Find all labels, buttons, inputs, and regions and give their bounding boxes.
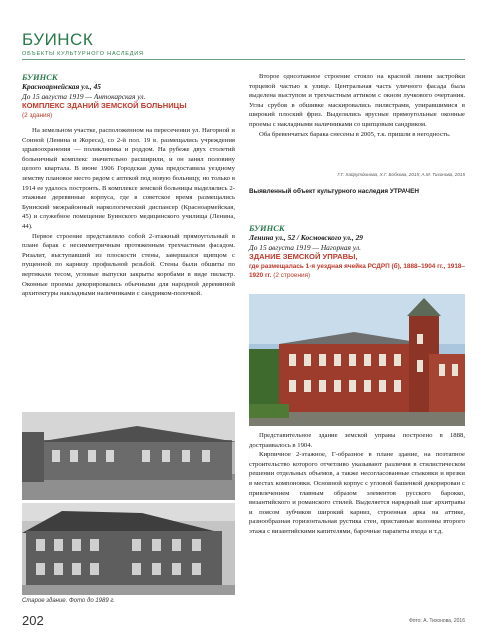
left-dates: До 15 августа 1919 — Антокарская ул. [22, 91, 146, 101]
authors-credit: Г.Г. Хайрутдинова, Х.Г. Бобкова, 2015; А.М. Тихонова, 2015 [337, 172, 465, 177]
right-column-top [249, 72, 465, 139]
right-object-note: (2 строения) [273, 272, 311, 279]
page-number: 202 [22, 613, 44, 628]
section-title: БУИНСК [22, 30, 94, 49]
left-photo-caption: Старое здание. Фото до 1989 г. [22, 598, 115, 604]
right-paragraph: Оба бревенчатых барака снесены в 2005, т.к. пришли в негодность. [259, 130, 451, 138]
right-column-object [249, 223, 465, 280]
left-object-title: КОМПЛЕКС ЗДАНИЙ ЗЕМСКОЙ БОЛЬНИЦЫ [22, 101, 187, 110]
left-paragraph: На земельном участке, расположенном на пересечении ул. Нагорной и Сонной (Ленина и Жореса), со 2-й пол. 19 в. размещались учреждения здравоохранения — поликлиника и роддом. На рубеже двух столетий больничный комплекс значительно расширили, и он занял половину целого квартала. В июне 1906 Городская дума предоставила уездному земству плановое место рядом с аптекой под новую больницу, но только в 1914 ее удалось построить. В комплексе земской больницы выделялись 2-этажные деревянные корпуса, где в советское время размещались Буинский межрайонный наркологический диспансер (Красноармейская, 45) и служебное помещение Буинского медицинского училища (Ленина, 44). [22, 127, 235, 230]
right-object-subtitle-text: где размещалась 1-я уездная ячейка РСДРП (б), 1888–1904 гг., 1918–1920 гг. [249, 263, 465, 279]
lost-notice: Выявленный объект культурного наследия УТРАЧЕН [249, 188, 419, 195]
right-dates: До 15 августа 1919 — Нагорная ул. [249, 242, 361, 252]
left-object-note: (2 здания) [22, 112, 53, 119]
right-paragraph: Представительное здание земской управы построено в 1888, достраивалось в 1904. [249, 432, 465, 449]
section-subtitle: ОБЪЕКТЫ КУЛЬТУРНОГО НАСЛЕДИЯ [22, 51, 144, 57]
right-city-heading: БУИНСК [249, 223, 285, 233]
right-column-bottom [249, 431, 465, 537]
right-object-subtitle [249, 262, 465, 280]
right-object-title: ЗДАНИЕ ЗЕМСКОЙ УПРАВЫ, [249, 252, 358, 261]
right-paragraph: Кирпичное 2-этажное, Г-образное в плане здание, на поэтапное строительство которого отчетливо указывают различия в стилистическом решении отдельных объемов, а также несогласованные стыковки и врезки в местах компоновки. Основной корпус с угловой башенкой декорирован с привлечением главным образом элементов русского барокко, византийского и романского стилей. Выделяется нарядный шаг архитравы и поясом зубчиков широкий карниз, строенная арка на аттике, разнообразная горизонтальная рустика стен, приставные колонны второго этажа с византийскими капителями, барочные парапеты входа и т.д. [249, 451, 465, 535]
right-paragraph: Второе одноэтажное строение стояло на красной линии застройки торцевой частью к улице. Центральная часть уличного фасада была выделена выступом и трехчастным аттиком с окном лучкового очертания. Углы срубов в обшивке маскировались пилястрами, упиравшимися в широкий плоский фриз. Выделялись ярусные прямоугольные оконные проемы с накладными наличниками со щипцовым сандриком. [249, 73, 465, 128]
old-building-photo-top [22, 412, 235, 500]
left-address: Красноармейская ул., 45 [22, 82, 101, 91]
left-column [22, 72, 235, 299]
right-address: Ленина ул., 52 / Космовского ул., 29 [249, 233, 363, 242]
photo-credit: Фото: А. Тихонова, 2016 [408, 618, 465, 624]
old-building-photo-bottom [22, 503, 235, 595]
header-divider [22, 59, 465, 60]
left-paragraph: Первое строение представляло собой 2-этажный прямоугольный в плане барак с несимметричным протяженным трехчастным фасадом. Ризалит, выступавший из плоскости стены, завершался щипцом с пущенной по карнизу профильной резьбой. Стены были обшиты по вертикали тесом, угловые выпуски закрыты коробами в виде пиластр. Оконные проемы декорировались обычными для народной деревянной архитектуры накладными наличниками с сандриком-полочкой. [22, 232, 235, 298]
zemstvo-building-photo [249, 294, 465, 426]
left-city-heading: БУИНСК [22, 72, 58, 82]
